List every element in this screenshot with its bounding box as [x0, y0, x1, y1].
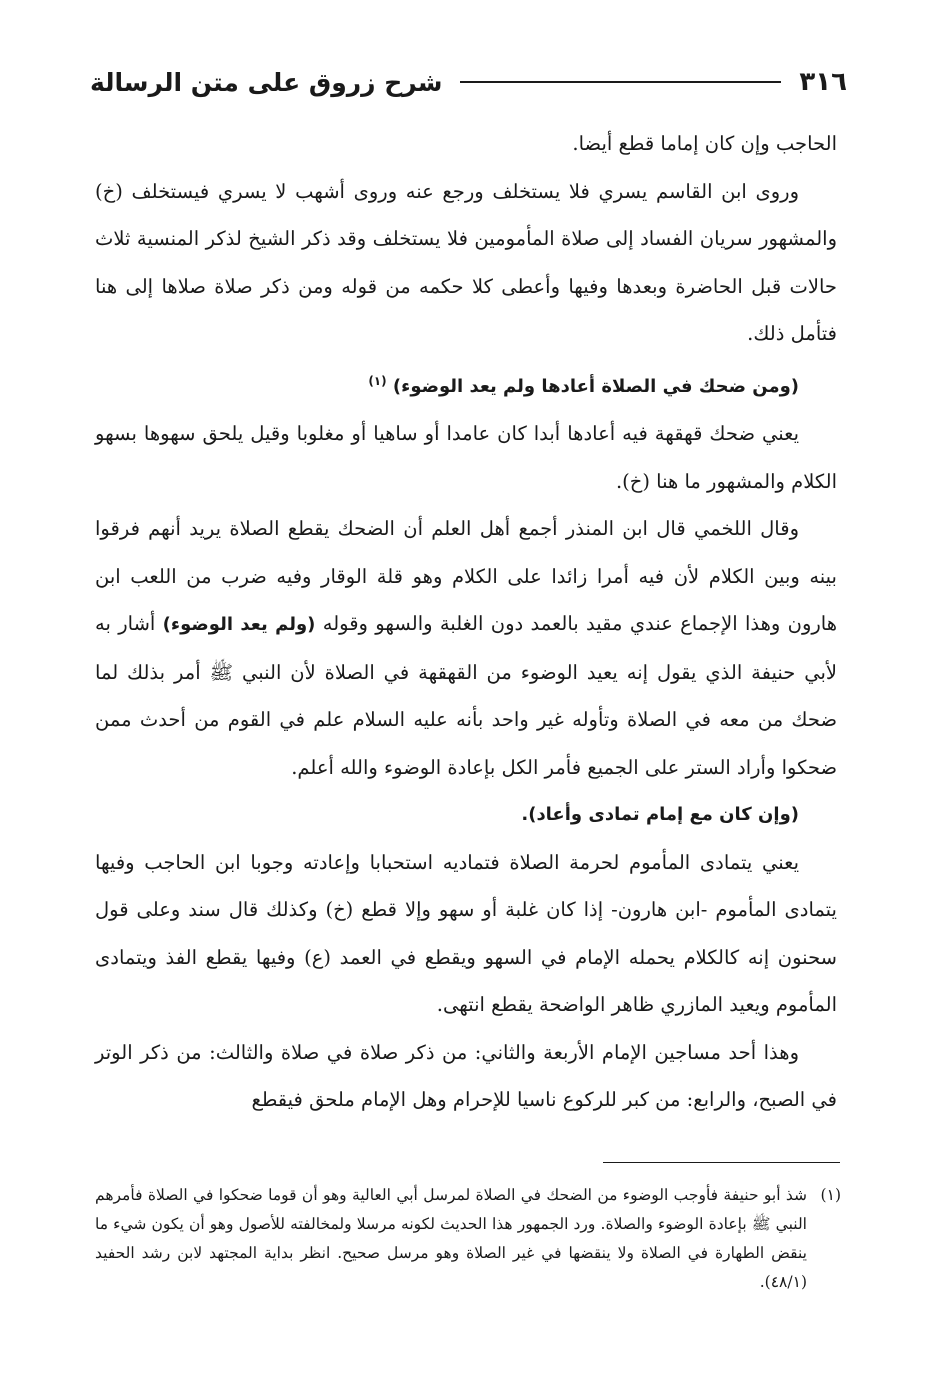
paragraph-6: وهذا أحد مساجين الإمام الأربعة والثاني: من ذكر صلاة في صلاة والثالث: من ذكر الوتر في الصبح، والرابع: من كبر للركوع ناسيا للإحرام وهل الإمام ملحق فيقطع [95, 1040, 837, 1111]
page-number: ٣١٦ [799, 67, 847, 97]
paragraph-1: الحاجب وإن كان إماما قطع أيضا. [572, 132, 837, 155]
footnote-number: (١) [820, 1186, 841, 1204]
header-rule [460, 81, 781, 83]
paragraph-4-part-b: أشار به لأبي حنيفة الذي يقول إنه يعيد الوضوء من القهقهة في الصلاة لأن النبي ﷺ أمر بذلك لما ضحك من معه في الصلاة وتأوله غير واحد بأنه عليه السلام علم في القوم من أحدث ممن ضحكوا وأراد الستر على الجميع فأمر الكل بإعادة الوضوء والله أعلم. [95, 612, 837, 779]
page-header [90, 62, 847, 102]
footnote-ref-1: (١) [368, 373, 387, 388]
section-heading-1 [95, 358, 837, 411]
paragraph-4 [95, 505, 837, 791]
paragraph-2: وروى ابن القاسم يسري فلا يستخلف ورجع عنه وروى أشهب لا يسري فيستخلف (خ) والمشهور سريان الفساد إلى صلاة المأمومين فلا يستخلف وقد ذكر الشيخ لذكر المنسية ثلاث حالات قبل الحاضرة وبعدها وفيها وأعطى كلا حكمه من قوله ومن ذكر صلاة صلاها إلى هنا فتأمل ذلك. [95, 179, 837, 345]
footnote-text: شذ أبو حنيفة فأوجب الوضوء من الضحك في الصلاة لمرسل أبي العالية وهو أن قوما ضحكوا في الصلاة فأمرهم النبي ﷺ بإعادة الوضوء والصلاة. ورد الجمهور هذا الحديث لكونه مرسلا ولمخالفته للأصول وهو أن يكون شيء ما ينقض الطهارة في الصلاة ولا ينقضها في غير الصلاة وهو مرسل صحيح. انظر بداية المجتهد لابن رشد الحفيد (٤٨/١). [95, 1186, 807, 1291]
main-text [95, 120, 837, 1124]
footnote [95, 1181, 841, 1297]
section-heading-2: (وإن كان مع إمام تمادى وأعاد). [521, 804, 799, 825]
footnote-separator [603, 1162, 840, 1163]
paragraph-3: يعني ضحك قهقهة فيه أعادها أبدا كان عامدا أو ساهيا أو مغلوبا وقيل يلحق سهوها بسهو الكلام والمشهور ما هنا (خ). [95, 422, 837, 493]
paragraph-5: يعني يتمادى المأموم لحرمة الصلاة فتماديه استحبابا وإعادته وجوبا ابن الحاجب وفيها يتمادى المأموم -ابن هارون- إذا كان غلبة أو سهو وإلا قطع (خ) وكذلك قال سند وعلى قول سحنون إنه كالكلام يحمله الإمام في السهو ويقطع في العمد (ع) وفيها يقطع الفذ ويتمادى المأموم ويعيد المازري ظاهر الواضحة يقطع انتهى. [95, 850, 837, 1016]
heading-1-text: (ومن ضحك في الصلاة أعادها ولم يعد الوضوء) [392, 375, 799, 397]
quoted-phrase: (ولم يعد الوضوء) [162, 614, 316, 635]
running-title: شرح زروق على متن الرسالة [90, 67, 443, 97]
paragraph-4-part-a: وقال اللخمي قال ابن المنذر أجمع أهل العلم أن الضحك يقطع الصلاة يريد أنهم فرقوا بينه وبين الكلام لأن فيه أمرا زائدا على الكلام وهو قلة الوقار وفيه ضرب من اللعب ابن هارون وهذا الإجماع عندي مقيد بالعمد دون الغلبة والسهو وقوله [95, 517, 838, 635]
